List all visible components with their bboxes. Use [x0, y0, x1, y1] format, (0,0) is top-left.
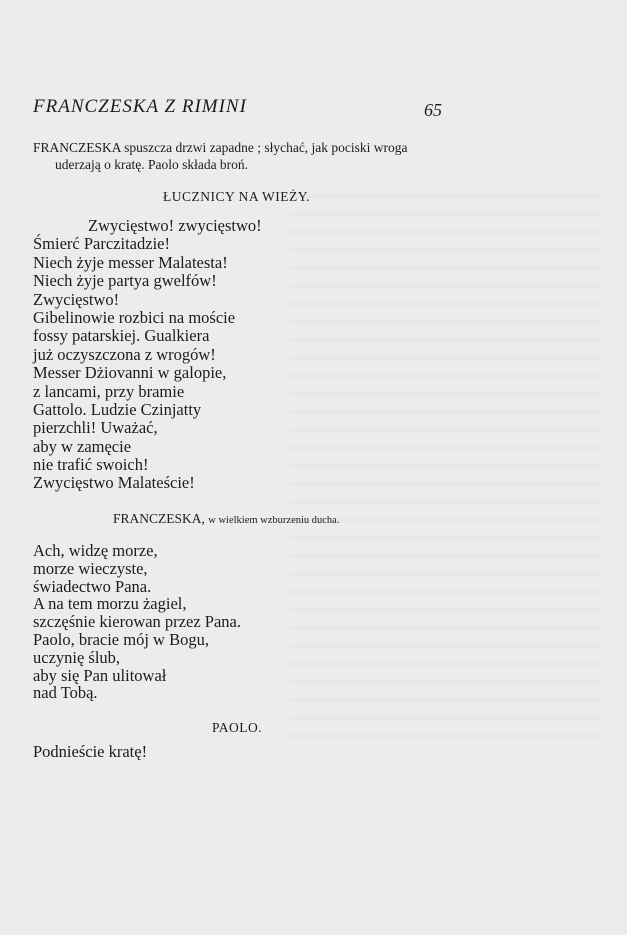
bleed-through-text	[290, 180, 600, 740]
verse-line: Podnieście kratę!	[33, 742, 148, 761]
verse-block	[33, 542, 241, 702]
verse-line: Ach, widzę morze,	[33, 541, 158, 560]
verse-line: świadectwo Pana.	[33, 576, 152, 596]
verse-line: Zwycięstwo!	[33, 289, 120, 309]
page-number: 65	[424, 100, 442, 120]
verse-line: Niech żyje partya gwelfów!	[33, 271, 217, 291]
stage-direction-line: FRANCZESKA spuszcza drzwi zapadne ; słychać, jak pociski wroga	[33, 140, 408, 155]
verse-line: Niech żyje messer Malatesta!	[33, 252, 228, 272]
verse-line: Zwycięstwo Malateście!	[33, 473, 195, 493]
verse-line: uczynię ślub,	[33, 647, 121, 667]
speaker-heading: PAOLO.	[212, 720, 263, 735]
speaker-direction: w wielkiem wzburzeniu ducha.	[208, 515, 340, 526]
speaker-name: FRANCZESKA,	[113, 511, 205, 526]
verse-line: Gibelinowie rozbici na moście	[33, 307, 236, 327]
stage-direction-line: uderzają o kratę. Paolo składa broń.	[55, 157, 249, 172]
verse-line: nie trafić swoich!	[33, 455, 149, 475]
verse-line: pierzchli! Uważać,	[33, 418, 158, 438]
verse-line: już oczyszczona z wrogów!	[33, 344, 216, 364]
verse-line: szczęśnie kierowan przez Pana.	[33, 612, 241, 632]
verse-line: Śmierć Parczitadzie!	[33, 234, 170, 254]
running-title: FRANCZESKA Z RIMINI	[33, 96, 247, 117]
verse-line: aby się Pan ulitował	[33, 665, 167, 685]
verse-line: fossy patarskiej. Gualkiera	[33, 326, 210, 346]
speaker-heading: ŁUCZNICY NA WIEŻY.	[163, 189, 311, 204]
verse-line: nad Tobą.	[33, 683, 98, 703]
speaker-heading	[113, 511, 339, 527]
verse-line: A na tem morzu żagiel,	[33, 594, 187, 614]
verse-line: Gattolo. Ludzie Czinjatty	[33, 399, 202, 419]
verse-line: Messer Dżiovanni w galopie,	[33, 363, 227, 383]
verse-line: z lancami, przy bramie	[33, 381, 185, 401]
verse-line: morze wieczyste,	[33, 558, 148, 578]
verse-line: Paolo, bracie mój w Bogu,	[33, 629, 209, 649]
verse-line: aby w zamęcie	[33, 436, 132, 456]
stage-direction	[33, 139, 408, 173]
verse-block	[33, 217, 262, 493]
verse-line: Zwycięstwo! zwycięstwo!	[88, 216, 262, 235]
